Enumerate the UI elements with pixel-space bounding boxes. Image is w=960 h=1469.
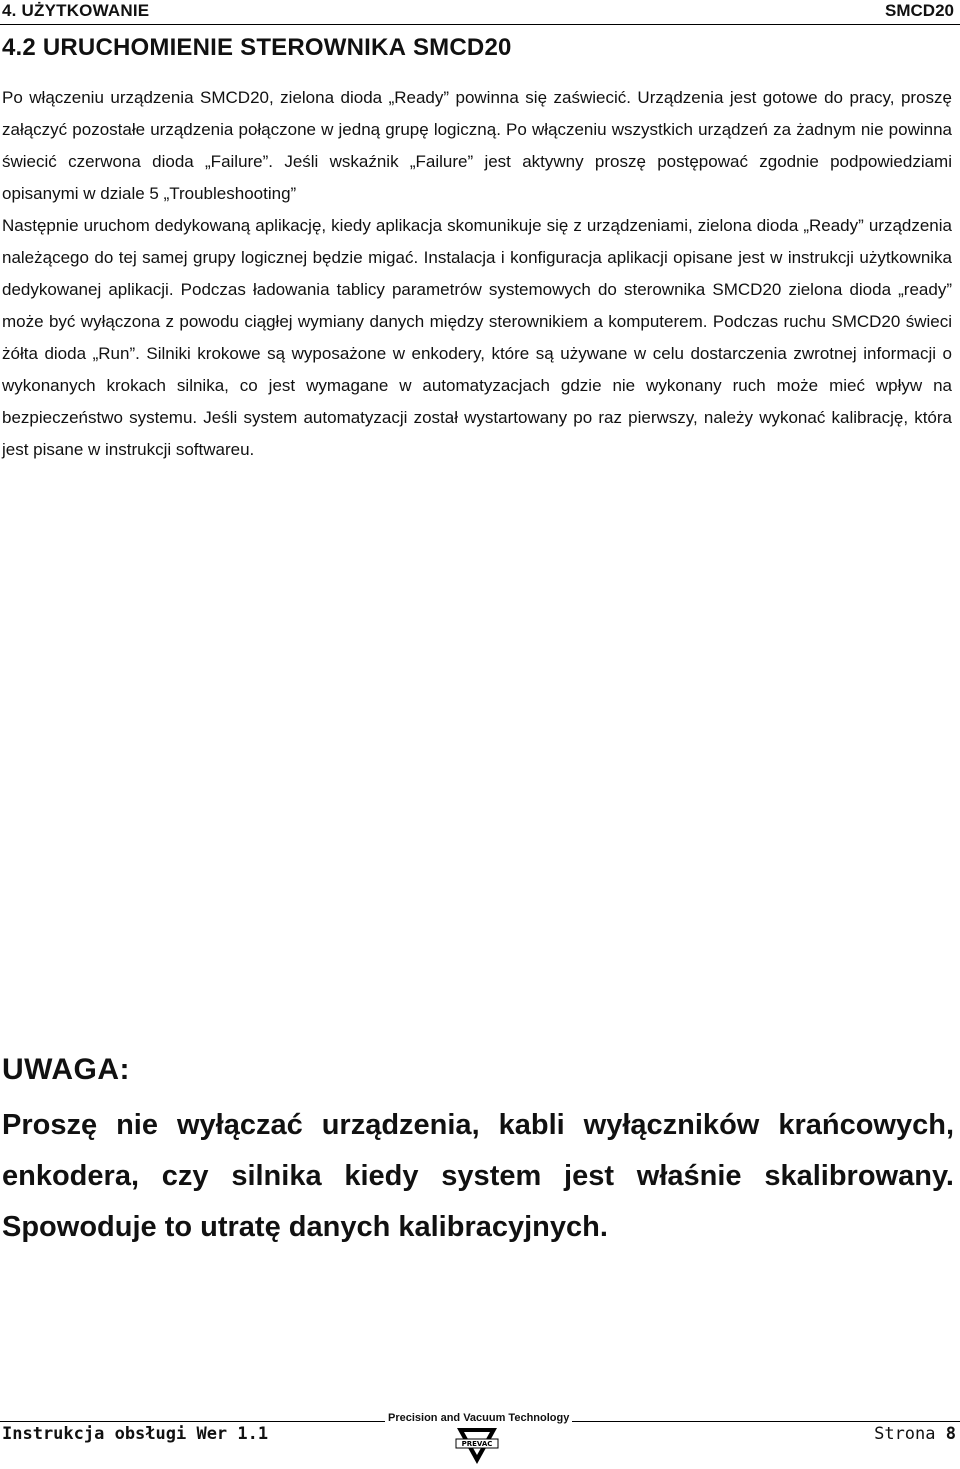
footer-page-number [874, 1424, 956, 1444]
header-section-name: ŻYTKOWANIE [33, 1, 150, 20]
footer-manual-version: Instrukcja obsługi Wer 1.1 [2, 1424, 269, 1444]
footer-tagline: Precision and Vacuum Technology [385, 1412, 572, 1424]
header-product: SMCD20 [885, 1, 954, 20]
page-footer [0, 1412, 960, 1469]
page-number: 8 [945, 1424, 956, 1444]
body-text [2, 82, 952, 466]
section-title [2, 34, 512, 62]
paragraph: Następnie uruchom dedykowaną aplikację, kiedy aplikacja skomunikuje się z urządzeniami, zielona dioda „Ready” urządzenia należącego do tej samej grupy logicznej będzie migać. Instalacja i konfiguracja aplikacji opisane jest w instrukcji użytkownika dedykowanej aplikacji. Podczas ładowania tablicy parametrów systemowych do sterownika SMCD20 zielona dioda „ready” może być wyłączona z powodu ciągłej wymiany danych między sterownikiem a komputerem. Podczas ruchu SMCD20 świeci żółta dioda „Run”. Silniki krokowe są wyposażone w enkodery, które są używane w celu dostarczenia zwrotnej informacji o wykonanych krokach silnika, co jest wymagane w automatyzacjach gdzie nie wykonany ruch może mieć wpływ na bezpieczeństwo systemu. Jeśli system automatyzacji został wystartowany po raz pierwszy, należy wykonać kalibrację, która jest pisane w instrukcji softwareu. [2, 216, 952, 459]
section-title-product: SMCD20 [406, 34, 512, 61]
logo-text: PREVAC [461, 1440, 493, 1448]
page-header [0, 0, 960, 25]
page-label: Strona [874, 1424, 946, 1444]
section-title-text: RUCHOMIENIE STEROWNIKA [60, 34, 407, 61]
section-title-number: 4.2 U [2, 34, 61, 61]
prevac-logo-icon [455, 1425, 499, 1467]
warning-label: UWAGA: [2, 1053, 130, 1086]
paragraph: Po włączeniu urządzenia SMCD20, zielona dioda „Ready” powinna się zaświecić. Urządzenia jest gotowe do pracy, proszę załączyć pozostałe urządzenia połączone w jedną grupę logiczną. Po włączeniu wszystkich urządzeń za żadnym nie powinna świecić czerwona dioda „Failure”. Jeśli wskaźnik „Failure” jest aktywny proszę postępować zgodnie podpowiedziami opisanymi w dziale 5 „Troubleshooting” [2, 88, 952, 203]
header-section [2, 1, 149, 21]
header-section-number: 4. U [2, 1, 34, 20]
warning-text: Proszę nie wyłączać urządzenia, kabli wyłączników krańcowych, enkodera, czy silnika kiedy system jest właśnie skalibrowany. Spowoduje to utratę danych kalibracyjnych. [2, 1109, 954, 1243]
